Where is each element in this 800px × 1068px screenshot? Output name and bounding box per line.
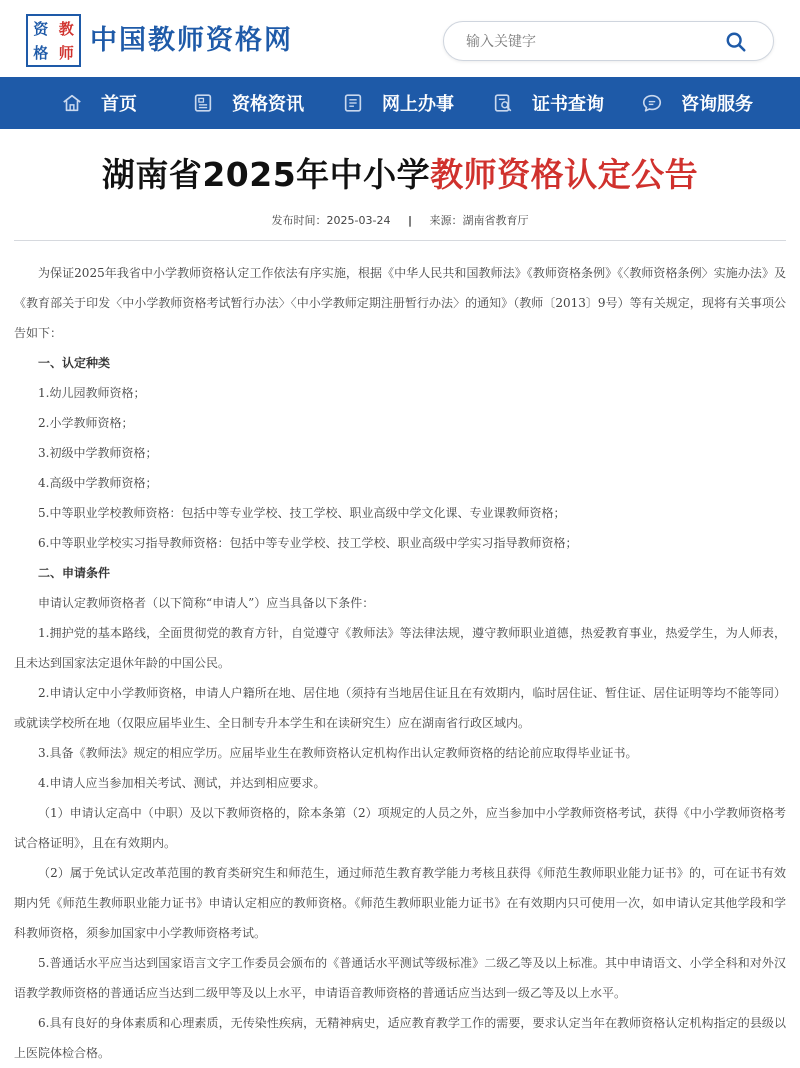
article-meta	[0, 212, 800, 228]
paragraph: （2）属于免试认定改革范围的教育类研究生和师范生，通过师范生教育教学能力考核且获得《师范生教师职业能力证书》的，可在证书有效期内凭《师范生教师职业能力证书》申请认定相应的教师资格。《师范生教师职业能力证书》在有效期内只可使用一次，如申请认定其他学段和学科教师资格，须参加国家中小学教师资格考试。	[14, 866, 786, 940]
paragraph: 为保证2025年我省中小学教师资格认定工作依法有序实施，根据《中华人民共和国教师法》《教师资格条例》《〈教师资格条例〉实施办法》及《教育部关于印发〈中小学教师资格考试暂行办法〉〈中小学教师定期注册暂行办法〉的通知》（教师〔2013〕9号）等有关规定，现将有关事项公告如下：	[14, 266, 786, 340]
nav-item-home[interactable]	[61, 77, 137, 129]
logo-char: 教	[58, 19, 74, 38]
article-header	[0, 129, 800, 241]
nav-item-certificate-query[interactable]	[492, 77, 604, 129]
logo-char: 师	[58, 44, 74, 63]
chat-icon	[641, 92, 663, 114]
nav-item-online-services[interactable]	[342, 77, 454, 129]
section-heading: 一、认定种类	[38, 356, 111, 370]
logo-char: 格	[33, 44, 49, 63]
nav-item-label: 咨询服务	[681, 94, 753, 115]
header	[0, 0, 800, 77]
divider	[14, 240, 786, 241]
search-box	[443, 21, 774, 61]
nav-item-news[interactable]	[192, 77, 304, 129]
list-item: 4.高级中学教师资格；	[38, 476, 158, 490]
logo-char: 资	[33, 19, 49, 38]
paragraph: 5.普通话水平应当达到国家语言文字工作委员会颁布的《普通话水平测试等级标准》二级乙等及以上标准。其中申请语文、小学全科和对外汉语教学教师资格的普通话应当达到二级甲等及以上水平，申请语音教师资格的普通话应当达到一级乙等及以上水平。	[14, 956, 786, 1000]
list-item: 2.小学教师资格；	[38, 416, 134, 430]
list-item: 6.中等职业学校实习指导教师资格：包括中等专业学校、技工学校、职业高级中学实习指导教师资格；	[38, 536, 578, 550]
paragraph: 1.拥护党的基本路线，全面贯彻党的教育方针，自觉遵守《教师法》等法律法规，遵守教师职业道德，热爱教育事业，热爱学生，为人师表，且未达到国家法定退休年龄的中国公民。	[14, 626, 786, 670]
paragraph: 2.申请认定中小学教师资格，申请人户籍所在地、居住地（须持有当地居住证且在有效期内，临时居住证、暂住证、居住证明等均不能等同）或就读学校所在地（仅限应届毕业生、全日制专升本学生和在读研究生）应在湖南省行政区域内。	[14, 686, 786, 730]
paragraph: 申请认定教师资格者（以下简称“申请人”）应当具备以下条件：	[38, 596, 375, 610]
list-item: 5.中等职业学校教师资格：包括中等专业学校、技工学校、职业高级中学文化课、专业课教师资格；	[38, 506, 566, 520]
paragraph: 6.具有良好的身体素质和心理素质，无传染性疾病，无精神病史，适应教育教学工作的需要，要求认定当年在教师资格认定机构指定的县级以上医院体检合格。	[14, 1016, 786, 1060]
nav-item-label: 首页	[101, 94, 137, 115]
search-input[interactable]	[464, 28, 718, 56]
list-item: 3.初级中学教师资格；	[38, 446, 158, 460]
document-icon	[342, 92, 364, 114]
main-nav	[0, 77, 800, 129]
paragraph: 4.申请人应当参加相关考试、测试，并达到相应要求。	[38, 776, 326, 790]
certificate-search-icon	[492, 92, 514, 114]
paragraph: 3.具备《教师法》规定的相应学历。应届毕业生在教师资格认定机构作出认定教师资格的结论前应取得毕业证书。	[38, 746, 638, 760]
site-name[interactable]: 中国教师资格网	[90, 25, 293, 56]
article-body	[14, 258, 786, 1068]
meta-separator: |	[407, 214, 412, 227]
site-logo[interactable]	[26, 14, 81, 67]
publish-time: 发布时间：2025-03-24	[271, 214, 391, 227]
nav-item-label: 证书查询	[532, 94, 604, 115]
title-red-part: 教师资格认定公告	[430, 155, 699, 194]
list-item: 1.幼儿园教师资格；	[38, 386, 146, 400]
nav-item-label: 资格资讯	[232, 94, 304, 115]
paragraph: （1）申请认定高中（中职）及以下教师资格的，除本条第（2）项规定的人员之外，应当参加中小学教师资格考试，获得《中小学教师资格考试合格证明》，且在有效期内。	[14, 806, 786, 850]
title-black-part: 湖南省2025年中小学	[101, 155, 431, 194]
news-icon	[192, 92, 214, 114]
home-icon	[61, 92, 83, 114]
nav-item-consulting[interactable]	[641, 77, 753, 129]
section-heading: 二、申请条件	[38, 566, 111, 580]
article-title	[0, 129, 800, 196]
nav-item-label: 网上办事	[382, 94, 454, 115]
search-icon[interactable]	[725, 31, 747, 53]
article-source: 来源：湖南省教育厅	[429, 214, 529, 227]
